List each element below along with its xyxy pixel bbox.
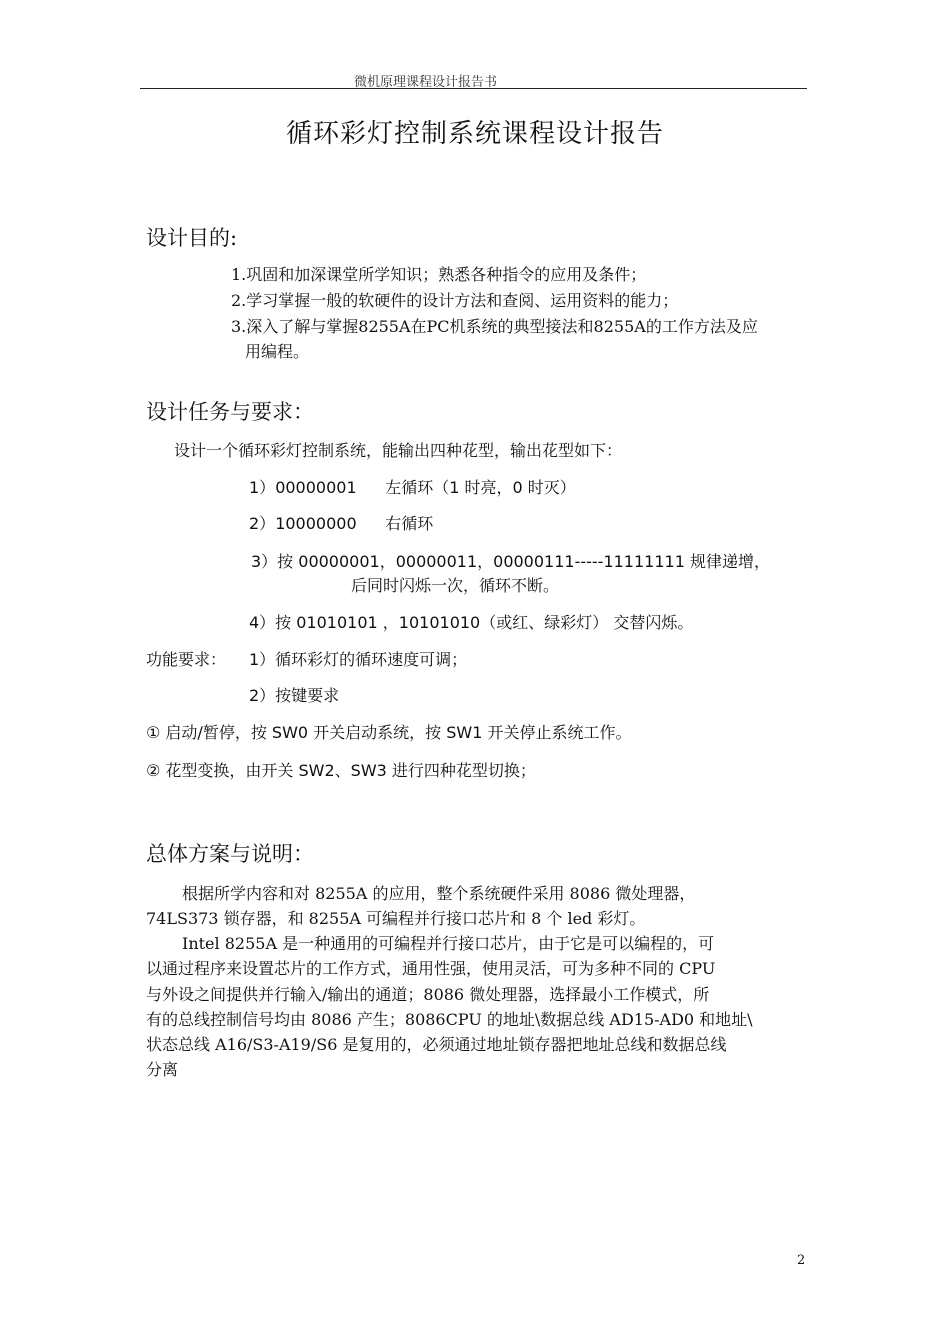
document-title: 循环彩灯控制系统课程设计报告 xyxy=(285,119,664,149)
pattern-1-num: 1） xyxy=(249,478,276,497)
key-item-1: ① 启动/暂停，按 SW0 开关启动系统，按 SW1 开关停止系统工作。 xyxy=(146,723,632,742)
tasks-heading: 设计任务与要求： xyxy=(146,400,314,424)
purpose-item-2: 2.学习掌握一般的软硬件的设计方法和查阅、运用资料的能力； xyxy=(231,291,679,310)
overview-line-7: 状态总线 A16/S3-A19/S6 是复用的，必须通过地址锁存器把地址总线和数据总线 xyxy=(146,1035,727,1054)
overview-line-6: 有的总线控制信号均由 8086 产生；8086CPU 的地址\数据总线 AD15-AD0 和地址\ xyxy=(146,1010,753,1029)
header-rule xyxy=(140,88,807,89)
purpose-heading: 设计目的: xyxy=(146,226,238,250)
overview-line-4: 以通过程序来设置芯片的工作方式，通用性强，使用灵活，可为多种不同的 CPU xyxy=(146,959,716,978)
pattern-2-num: 2） xyxy=(249,514,276,533)
pattern-1-code: 00000001 xyxy=(275,478,357,497)
function-label: 功能要求： xyxy=(146,650,227,669)
pattern-2 xyxy=(249,512,433,536)
pattern-2-code: 10000000 xyxy=(275,514,357,533)
purpose-item-3: 3.深入了解与掌握8255A在PC机系统的典型接法和8255A的工作方法及应 xyxy=(231,317,758,336)
overview-line-5: 与外设之间提供并行输入/输出的通道；8086 微处理器，选择最小工作模式，所 xyxy=(146,985,710,1004)
purpose-item-3-cont: 用编程。 xyxy=(245,342,310,361)
page-number: 2 xyxy=(797,1253,806,1268)
function-item-2: 2）按键要求 xyxy=(249,686,340,705)
pattern-1-desc: 左循环（1 时亮，0 时灭） xyxy=(385,478,576,497)
key-item-2: ② 花型变换，由开关 SW2、SW3 进行四种花型切换； xyxy=(146,761,536,780)
overview-line-8: 分离 xyxy=(146,1060,179,1079)
overview-line-1: 根据所学内容和对 8255A 的应用，整个系统硬件采用 8086 微处理器， xyxy=(182,884,696,903)
tasks-intro: 设计一个循环彩灯控制系统，能输出四种花型，输出花型如下： xyxy=(174,441,623,460)
pattern-3-line-1: 3）按 00000001，00000011，00000111-----11111111 规律递增， xyxy=(251,552,770,571)
running-header: 微机原理课程设计报告书 xyxy=(354,75,498,90)
pattern-2-desc: 右循环 xyxy=(385,514,434,533)
overview-heading: 总体方案与说明： xyxy=(146,842,314,866)
overview-line-2: 74LS373 锁存器，和 8255A 可编程并行接口芯片和 8 个 led 彩灯。 xyxy=(146,909,646,928)
pattern-3-line-2: 后同时闪烁一次，循环不断。 xyxy=(351,576,560,595)
pattern-1 xyxy=(249,476,576,500)
overview-line-3: Intel 8255A 是一种通用的可编程并行接口芯片，由于它是可以编程的，可 xyxy=(182,934,715,953)
purpose-item-1: 1.巩固和加深课堂所学知识；熟悉各种指令的应用及条件； xyxy=(231,265,647,284)
function-item-1: 1）循环彩灯的循环速度可调； xyxy=(249,650,468,669)
pattern-4: 4）按 01010101 ，10101010（或红、绿彩灯） 交替闪烁。 xyxy=(249,613,694,632)
